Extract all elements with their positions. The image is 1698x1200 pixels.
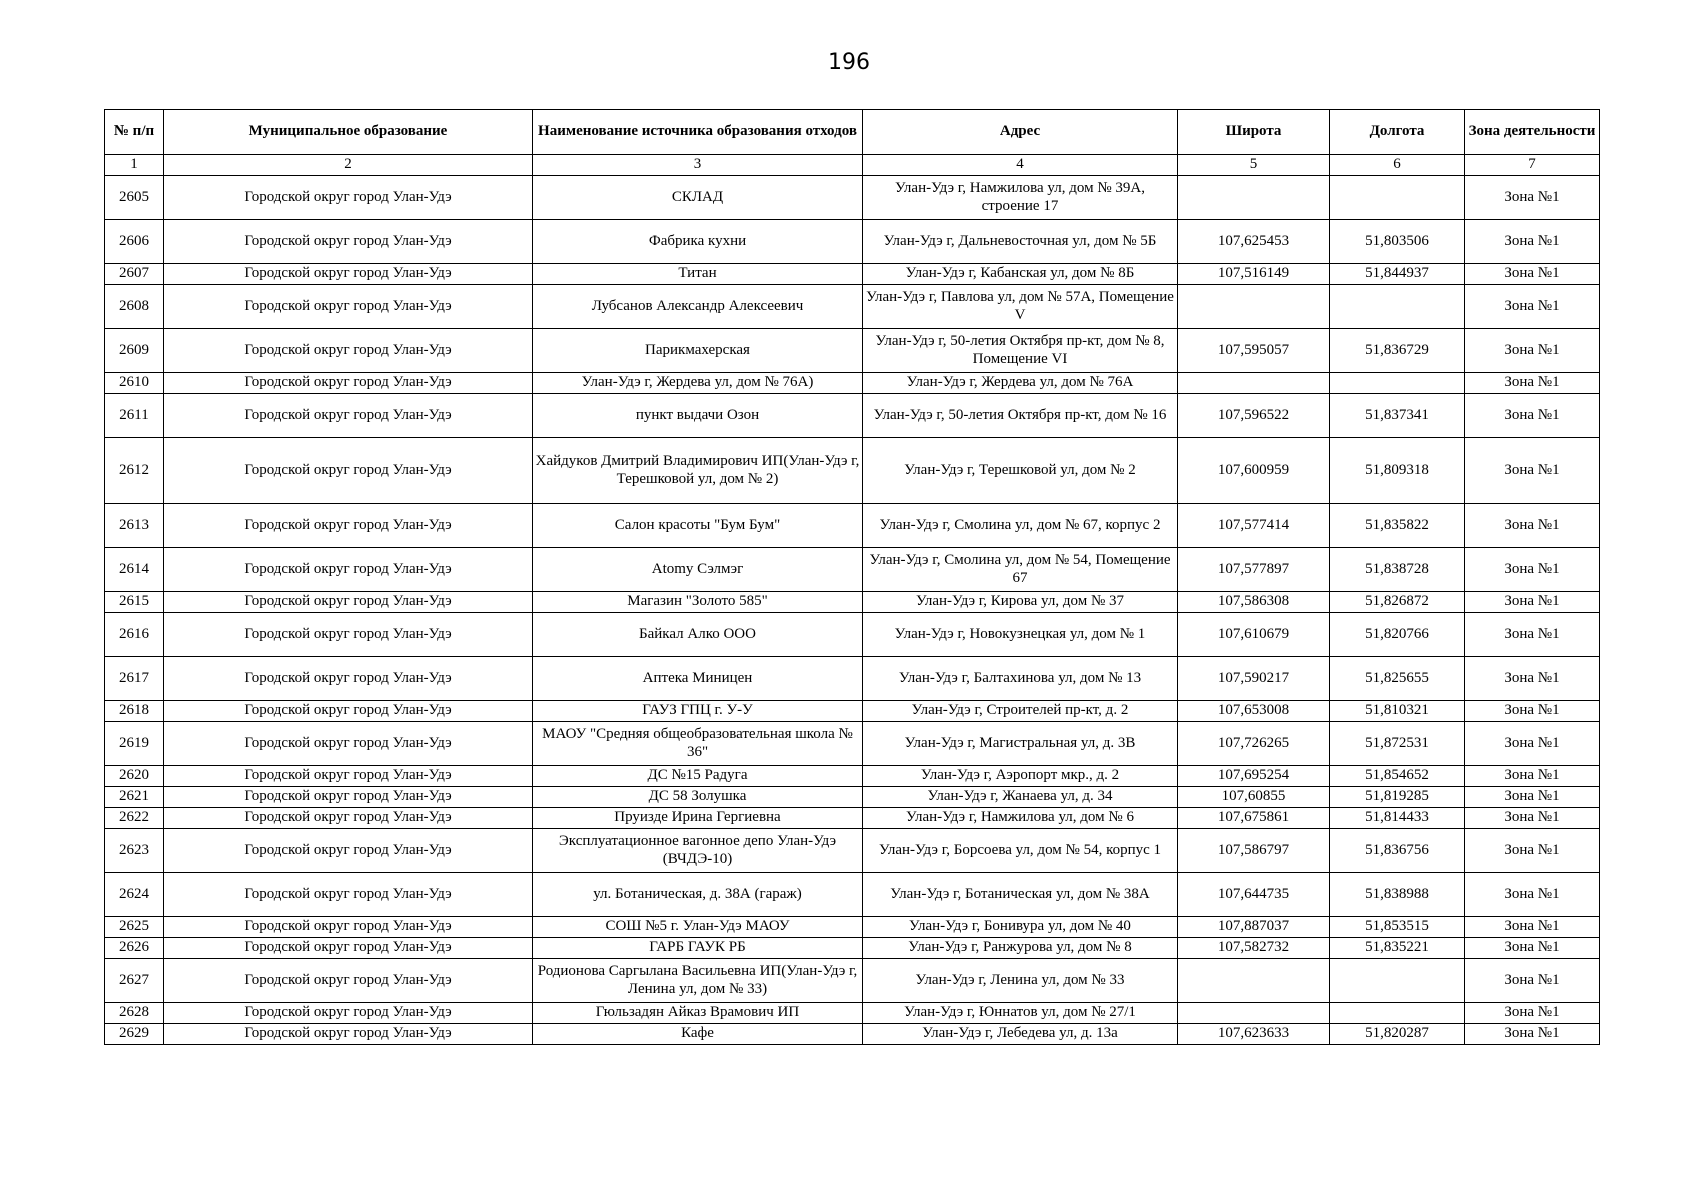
longitude-cell: 51,803506 — [1330, 220, 1465, 264]
zone-cell: Зона №1 — [1465, 176, 1600, 220]
header-address: Адрес — [863, 110, 1178, 155]
latitude-cell: 107,600959 — [1178, 438, 1330, 504]
address-cell: Улан-Удэ г, Дальневосточная ул, дом № 5Б — [863, 220, 1178, 264]
latitude-cell: 107,596522 — [1178, 394, 1330, 438]
source-name-cell: Фабрика кухни — [533, 220, 863, 264]
source-name-cell: пункт выдачи Озон — [533, 394, 863, 438]
table-row — [105, 657, 1600, 701]
row-number: 2624 — [105, 873, 164, 917]
municipality-cell: Городской округ город Улан-Удэ — [164, 1003, 533, 1024]
longitude-cell: 51,814433 — [1330, 808, 1465, 829]
longitude-cell: 51,819285 — [1330, 787, 1465, 808]
municipality-cell: Городской округ город Улан-Удэ — [164, 264, 533, 285]
municipality-cell: Городской округ город Улан-Удэ — [164, 787, 533, 808]
latitude-cell: 107,726265 — [1178, 722, 1330, 766]
municipality-cell: Городской округ город Улан-Удэ — [164, 766, 533, 787]
source-name-cell: МАОУ "Средняя общеобразовательная школа № 36" — [533, 722, 863, 766]
longitude-cell: 51,844937 — [1330, 264, 1465, 285]
column-number: 7 — [1465, 155, 1600, 176]
zone-cell: Зона №1 — [1465, 701, 1600, 722]
waste-sources-table — [104, 109, 1600, 1045]
header-num: № п/п — [105, 110, 164, 155]
row-number: 2626 — [105, 938, 164, 959]
address-cell: Улан-Удэ г, Намжилова ул, дом № 6 — [863, 808, 1178, 829]
address-cell: Улан-Удэ г, Новокузнецкая ул, дом № 1 — [863, 613, 1178, 657]
address-cell: Улан-Удэ г, Аэропорт мкр., д. 2 — [863, 766, 1178, 787]
table-row — [105, 1003, 1600, 1024]
zone-cell: Зона №1 — [1465, 613, 1600, 657]
table-row — [105, 701, 1600, 722]
row-number: 2607 — [105, 264, 164, 285]
page-number: 196 — [828, 50, 870, 75]
source-name-cell: Кафе — [533, 1024, 863, 1045]
longitude-cell: 51,826872 — [1330, 592, 1465, 613]
latitude-cell: 107,577414 — [1178, 504, 1330, 548]
longitude-cell: 51,837341 — [1330, 394, 1465, 438]
row-number: 2619 — [105, 722, 164, 766]
zone-cell: Зона №1 — [1465, 438, 1600, 504]
address-cell: Улан-Удэ г, Магистральная ул, д. 3В — [863, 722, 1178, 766]
address-cell: Улан-Удэ г, Терешковой ул, дом № 2 — [863, 438, 1178, 504]
row-number: 2622 — [105, 808, 164, 829]
source-name-cell: ДС №15 Радуга — [533, 766, 863, 787]
address-cell: Улан-Удэ г, Смолина ул, дом № 54, Помещение 67 — [863, 548, 1178, 592]
address-cell: Улан-Удэ г, 50-летия Октября пр-кт, дом № 16 — [863, 394, 1178, 438]
latitude-cell: 107,695254 — [1178, 766, 1330, 787]
longitude-cell: 51,825655 — [1330, 657, 1465, 701]
municipality-cell: Городской округ город Улан-Удэ — [164, 873, 533, 917]
longitude-cell: 51,853515 — [1330, 917, 1465, 938]
source-name-cell: Байкал Алко ООО — [533, 613, 863, 657]
municipality-cell: Городской округ город Улан-Удэ — [164, 722, 533, 766]
municipality-cell: Городской округ город Улан-Удэ — [164, 938, 533, 959]
municipality-cell: Городской округ город Улан-Удэ — [164, 657, 533, 701]
table-row — [105, 285, 1600, 329]
address-cell: Улан-Удэ г, Лебедева ул, д. 13а — [863, 1024, 1178, 1045]
zone-cell: Зона №1 — [1465, 1024, 1600, 1045]
longitude-cell: 51,854652 — [1330, 766, 1465, 787]
header-source: Наименование источника образования отходов — [533, 110, 863, 155]
longitude-cell — [1330, 959, 1465, 1003]
zone-cell: Зона №1 — [1465, 873, 1600, 917]
header-longitude: Долгота — [1330, 110, 1465, 155]
row-number: 2616 — [105, 613, 164, 657]
latitude-cell — [1178, 373, 1330, 394]
table-row — [105, 220, 1600, 264]
row-number: 2606 — [105, 220, 164, 264]
longitude-cell — [1330, 1003, 1465, 1024]
source-name-cell: Пруизде Ирина Гергиевна — [533, 808, 863, 829]
longitude-cell: 51,838988 — [1330, 873, 1465, 917]
zone-cell: Зона №1 — [1465, 1003, 1600, 1024]
table-row — [105, 766, 1600, 787]
source-name-cell: Хайдуков Дмитрий Владимирович ИП(Улан-Удэ г, Терешковой ул, дом № 2) — [533, 438, 863, 504]
address-cell: Улан-Удэ г, Ленина ул, дом № 33 — [863, 959, 1178, 1003]
source-name-cell: ГАРБ ГАУК РБ — [533, 938, 863, 959]
latitude-cell — [1178, 285, 1330, 329]
source-name-cell: Улан-Удэ г, Жердева ул, дом № 76А) — [533, 373, 863, 394]
latitude-cell: 107,625453 — [1178, 220, 1330, 264]
row-number: 2613 — [105, 504, 164, 548]
zone-cell: Зона №1 — [1465, 808, 1600, 829]
longitude-cell: 51,872531 — [1330, 722, 1465, 766]
column-number: 3 — [533, 155, 863, 176]
longitude-cell — [1330, 176, 1465, 220]
header-row — [105, 110, 1600, 155]
latitude-cell — [1178, 959, 1330, 1003]
longitude-cell: 51,809318 — [1330, 438, 1465, 504]
longitude-cell: 51,835822 — [1330, 504, 1465, 548]
zone-cell: Зона №1 — [1465, 592, 1600, 613]
address-cell: Улан-Удэ г, Смолина ул, дом № 67, корпус 2 — [863, 504, 1178, 548]
longitude-cell: 51,820766 — [1330, 613, 1465, 657]
row-number: 2614 — [105, 548, 164, 592]
table-row — [105, 873, 1600, 917]
zone-cell: Зона №1 — [1465, 329, 1600, 373]
column-number: 4 — [863, 155, 1178, 176]
address-cell: Улан-Удэ г, Жанаева ул, д. 34 — [863, 787, 1178, 808]
table-row — [105, 938, 1600, 959]
row-number: 2627 — [105, 959, 164, 1003]
row-number: 2625 — [105, 917, 164, 938]
source-name-cell: Гюльзадян Айказ Врамович ИП — [533, 1003, 863, 1024]
source-name-cell: Эксплуатационное вагонное депо Улан-Удэ (ВЧДЭ-10) — [533, 829, 863, 873]
municipality-cell: Городской округ город Улан-Удэ — [164, 285, 533, 329]
latitude-cell: 107,644735 — [1178, 873, 1330, 917]
municipality-cell: Городской округ город Улан-Удэ — [164, 220, 533, 264]
row-number: 2623 — [105, 829, 164, 873]
row-number: 2608 — [105, 285, 164, 329]
source-name-cell: Магазин "Золото 585" — [533, 592, 863, 613]
latitude-cell: 107,610679 — [1178, 613, 1330, 657]
municipality-cell: Городской округ город Улан-Удэ — [164, 394, 533, 438]
latitude-cell — [1178, 176, 1330, 220]
source-name-cell: Парикмахерская — [533, 329, 863, 373]
zone-cell: Зона №1 — [1465, 373, 1600, 394]
column-number: 6 — [1330, 155, 1465, 176]
source-name-cell: ул. Ботаническая, д. 38А (гараж) — [533, 873, 863, 917]
table-row — [105, 959, 1600, 1003]
table-row — [105, 176, 1600, 220]
latitude-cell: 107,516149 — [1178, 264, 1330, 285]
longitude-cell: 51,836756 — [1330, 829, 1465, 873]
zone-cell: Зона №1 — [1465, 285, 1600, 329]
zone-cell: Зона №1 — [1465, 220, 1600, 264]
address-cell: Улан-Удэ г, Жердева ул, дом № 76А — [863, 373, 1178, 394]
municipality-cell: Городской округ город Улан-Удэ — [164, 701, 533, 722]
address-cell: Улан-Удэ г, Строителей пр-кт, д. 2 — [863, 701, 1178, 722]
municipality-cell: Городской округ город Улан-Удэ — [164, 917, 533, 938]
longitude-cell: 51,836729 — [1330, 329, 1465, 373]
latitude-cell: 107,590217 — [1178, 657, 1330, 701]
municipality-cell: Городской округ город Улан-Удэ — [164, 592, 533, 613]
zone-cell: Зона №1 — [1465, 722, 1600, 766]
column-number: 5 — [1178, 155, 1330, 176]
column-number-row — [105, 155, 1600, 176]
zone-cell: Зона №1 — [1465, 504, 1600, 548]
address-cell: Улан-Удэ г, Павлова ул, дом № 57А, Помещение V — [863, 285, 1178, 329]
latitude-cell: 107,582732 — [1178, 938, 1330, 959]
table-row — [105, 373, 1600, 394]
row-number: 2609 — [105, 329, 164, 373]
row-number: 2621 — [105, 787, 164, 808]
latitude-cell: 107,595057 — [1178, 329, 1330, 373]
column-number: 2 — [164, 155, 533, 176]
header-latitude: Широта — [1178, 110, 1330, 155]
row-number: 2610 — [105, 373, 164, 394]
address-cell: Улан-Удэ г, Юннатов ул, дом № 27/1 — [863, 1003, 1178, 1024]
table-row — [105, 264, 1600, 285]
municipality-cell: Городской округ город Улан-Удэ — [164, 613, 533, 657]
address-cell: Улан-Удэ г, Намжилова ул, дом № 39А, строение 17 — [863, 176, 1178, 220]
table-row — [105, 438, 1600, 504]
table-row — [105, 1024, 1600, 1045]
source-name-cell: ДС 58 Золушка — [533, 787, 863, 808]
table-row — [105, 592, 1600, 613]
address-cell: Улан-Удэ г, Борсоева ул, дом № 54, корпус 1 — [863, 829, 1178, 873]
table-row — [105, 613, 1600, 657]
zone-cell: Зона №1 — [1465, 657, 1600, 701]
zone-cell: Зона №1 — [1465, 394, 1600, 438]
row-number: 2620 — [105, 766, 164, 787]
column-number: 1 — [105, 155, 164, 176]
longitude-cell — [1330, 373, 1465, 394]
row-number: 2612 — [105, 438, 164, 504]
source-name-cell: Лубсанов Александр Алексеевич — [533, 285, 863, 329]
municipality-cell: Городской округ город Улан-Удэ — [164, 176, 533, 220]
address-cell: Улан-Удэ г, 50-летия Октября пр-кт, дом № 8, Помещение VI — [863, 329, 1178, 373]
latitude-cell: 107,623633 — [1178, 1024, 1330, 1045]
latitude-cell: 107,586308 — [1178, 592, 1330, 613]
zone-cell: Зона №1 — [1465, 938, 1600, 959]
longitude-cell: 51,835221 — [1330, 938, 1465, 959]
source-name-cell: СКЛАД — [533, 176, 863, 220]
table-row — [105, 722, 1600, 766]
row-number: 2615 — [105, 592, 164, 613]
longitude-cell: 51,838728 — [1330, 548, 1465, 592]
address-cell: Улан-Удэ г, Ранжурова ул, дом № 8 — [863, 938, 1178, 959]
source-name-cell: СОШ №5 г. Улан-Удэ МАОУ — [533, 917, 863, 938]
municipality-cell: Городской округ город Улан-Удэ — [164, 548, 533, 592]
longitude-cell: 51,820287 — [1330, 1024, 1465, 1045]
longitude-cell — [1330, 285, 1465, 329]
zone-cell: Зона №1 — [1465, 264, 1600, 285]
table-row — [105, 504, 1600, 548]
address-cell: Улан-Удэ г, Балтахинова ул, дом № 13 — [863, 657, 1178, 701]
latitude-cell: 107,60855 — [1178, 787, 1330, 808]
row-number: 2629 — [105, 1024, 164, 1045]
municipality-cell: Городской округ город Улан-Удэ — [164, 1024, 533, 1045]
table-row — [105, 787, 1600, 808]
zone-cell: Зона №1 — [1465, 829, 1600, 873]
municipality-cell: Городской округ город Улан-Удэ — [164, 808, 533, 829]
latitude-cell: 107,887037 — [1178, 917, 1330, 938]
latitude-cell: 107,577897 — [1178, 548, 1330, 592]
table-row — [105, 329, 1600, 373]
header-municipality: Муниципальное образование — [164, 110, 533, 155]
municipality-cell: Городской округ город Улан-Удэ — [164, 504, 533, 548]
row-number: 2628 — [105, 1003, 164, 1024]
latitude-cell: 107,586797 — [1178, 829, 1330, 873]
source-name-cell: Аптека Миницен — [533, 657, 863, 701]
zone-cell: Зона №1 — [1465, 548, 1600, 592]
row-number: 2605 — [105, 176, 164, 220]
latitude-cell: 107,653008 — [1178, 701, 1330, 722]
row-number: 2611 — [105, 394, 164, 438]
table-row — [105, 394, 1600, 438]
zone-cell: Зона №1 — [1465, 917, 1600, 938]
header-zone: Зона деятельности — [1465, 110, 1600, 155]
source-name-cell: Титан — [533, 264, 863, 285]
longitude-cell: 51,810321 — [1330, 701, 1465, 722]
table-row — [105, 829, 1600, 873]
source-name-cell: Atomy Сэлмэг — [533, 548, 863, 592]
municipality-cell: Городской округ город Улан-Удэ — [164, 829, 533, 873]
source-name-cell: ГАУЗ ГПЦ г. У-У — [533, 701, 863, 722]
row-number: 2618 — [105, 701, 164, 722]
table-row — [105, 808, 1600, 829]
municipality-cell: Городской округ город Улан-Удэ — [164, 329, 533, 373]
table-row — [105, 548, 1600, 592]
zone-cell: Зона №1 — [1465, 787, 1600, 808]
row-number: 2617 — [105, 657, 164, 701]
address-cell: Улан-Удэ г, Бонивура ул, дом № 40 — [863, 917, 1178, 938]
zone-cell: Зона №1 — [1465, 766, 1600, 787]
municipality-cell: Городской округ город Улан-Удэ — [164, 959, 533, 1003]
latitude-cell: 107,675861 — [1178, 808, 1330, 829]
zone-cell: Зона №1 — [1465, 959, 1600, 1003]
address-cell: Улан-Удэ г, Ботаническая ул, дом № 38А — [863, 873, 1178, 917]
source-name-cell: Родионова Саргылана Васильевна ИП(Улан-Удэ г, Ленина ул, дом № 33) — [533, 959, 863, 1003]
table-row — [105, 917, 1600, 938]
latitude-cell — [1178, 1003, 1330, 1024]
address-cell: Улан-Удэ г, Кирова ул, дом № 37 — [863, 592, 1178, 613]
municipality-cell: Городской округ город Улан-Удэ — [164, 373, 533, 394]
source-name-cell: Салон красоты "Бум Бум" — [533, 504, 863, 548]
municipality-cell: Городской округ город Улан-Удэ — [164, 438, 533, 504]
address-cell: Улан-Удэ г, Кабанская ул, дом № 8Б — [863, 264, 1178, 285]
